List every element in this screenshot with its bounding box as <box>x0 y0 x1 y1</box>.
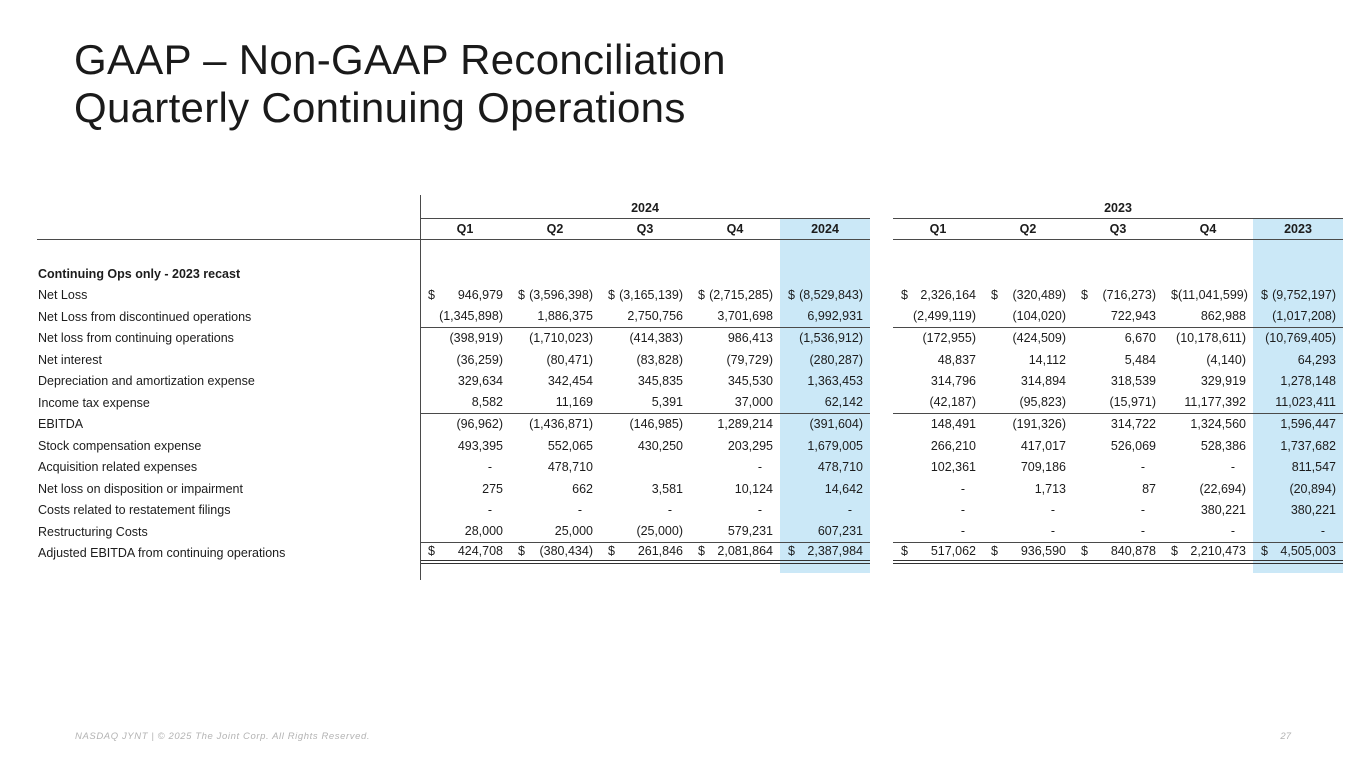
table-cell: (79,729) <box>726 352 773 367</box>
table-cell: (191,326) <box>1012 417 1066 432</box>
table-cell: 1,679,005 <box>807 438 863 453</box>
table-cell: 526,069 <box>1110 438 1156 453</box>
row-label: Net loss on disposition or impairment <box>38 481 243 496</box>
page-number: 27 <box>1280 731 1291 742</box>
currency-symbol: $ <box>991 544 998 559</box>
table-cell <box>1253 285 1343 307</box>
table-cell: 11,023,411 <box>1253 392 1343 414</box>
table-cell: - <box>577 503 582 518</box>
spacer-cell <box>893 240 983 263</box>
table-cell: 10,124 <box>734 481 773 496</box>
table-cell: 1,886,375 <box>510 306 600 328</box>
group-header-2024: 2024 <box>420 197 870 219</box>
table-cell: 709,186 <box>1020 460 1066 475</box>
table-cell: (10,769,405) <box>1265 331 1336 346</box>
group-row-label-spacer <box>37 197 420 219</box>
group-header-2023: 2023 <box>893 197 1343 219</box>
table-cell: 62,142 <box>780 392 870 414</box>
cell-value: 840,878 <box>1110 544 1156 559</box>
table-cell: 811,547 <box>1291 460 1336 475</box>
column-header-spacer <box>37 219 420 240</box>
table-cell: 6,670 <box>1124 331 1156 346</box>
table-cell <box>600 457 690 479</box>
table-cell: 11,169 <box>510 392 600 414</box>
section-cell <box>1253 263 1343 285</box>
section-cell <box>600 263 690 285</box>
table-cell: 1,737,682 <box>1280 438 1336 453</box>
table-cell: 14,642 <box>824 481 863 496</box>
table-cell: 3,581 <box>651 481 683 496</box>
table-cell: (96,962) <box>456 417 503 432</box>
currency-symbol: $ <box>1081 288 1088 303</box>
footer-copyright: NASDAQ JYNT | © 2025 The Joint Corp. All Rights Reserved. <box>75 731 371 742</box>
table-cell: 275 <box>482 481 503 496</box>
table-cell: 342,454 <box>547 374 593 389</box>
table-cell: - <box>487 460 492 475</box>
table-cell: 314,796 <box>930 374 976 389</box>
cell-value: (380,434) <box>539 544 593 559</box>
currency-symbol: $ <box>428 288 435 303</box>
table-cell: (1,345,898) <box>420 306 510 328</box>
table-cell: 1,363,453 <box>807 374 863 389</box>
column-header-2024-q2: Q2 <box>510 219 600 240</box>
bottom-spacer-cell <box>893 564 983 573</box>
currency-symbol: $ <box>901 288 908 303</box>
bottom-spacer-cell <box>1073 564 1163 573</box>
table-cell: (1,536,912) <box>799 331 863 346</box>
table-vertical-divider <box>420 195 421 580</box>
table-cell: (4,140) <box>1206 352 1246 367</box>
table-cell: - <box>983 521 1073 543</box>
table-cell: 528,386 <box>1200 438 1246 453</box>
table-cell: 579,231 <box>690 521 780 543</box>
cell-value: (320,489) <box>1012 288 1066 303</box>
table-cell: 14,112 <box>1028 352 1066 367</box>
table-cell: 102,361 <box>930 460 976 475</box>
table-cell: - <box>487 503 492 518</box>
table-cell: - <box>1050 503 1055 518</box>
cell-value: (3,596,398) <box>529 288 593 303</box>
table-cell: (172,955) <box>922 331 976 346</box>
table-cell: 552,065 <box>547 438 593 453</box>
cell-value: 946,979 <box>457 288 503 303</box>
table-cell: (398,919) <box>449 331 503 346</box>
spacer-cell <box>510 240 600 263</box>
table-cell: (414,383) <box>629 331 683 346</box>
row-gap <box>870 392 893 414</box>
table-cell: 329,634 <box>457 374 503 389</box>
table-cell: - <box>960 481 965 496</box>
table-cell: 6,992,931 <box>780 306 870 328</box>
table-cell <box>690 285 780 307</box>
row-label: Stock compensation expense <box>38 438 202 453</box>
section-cell <box>780 263 870 285</box>
bottom-spacer-cell <box>1163 564 1253 573</box>
table-cell: - <box>1253 521 1343 543</box>
table-cell: 148,491 <box>930 417 976 432</box>
row-label: Restructuring Costs <box>38 524 148 539</box>
table-cell: - <box>960 503 965 518</box>
table-cell: (1,436,871) <box>529 417 593 432</box>
currency-symbol: $ <box>788 544 795 559</box>
row-label: Net loss from continuing operations <box>38 331 234 346</box>
table-cell: (22,694) <box>1199 481 1246 496</box>
table-cell: 380,221 <box>1200 503 1246 518</box>
table-cell: - <box>667 503 672 518</box>
table-cell: 862,988 <box>1163 306 1253 328</box>
table-cell: 318,539 <box>1110 374 1156 389</box>
table-cell <box>1163 285 1253 307</box>
table-cell: (20,894) <box>1289 481 1336 496</box>
table-cell: 8,582 <box>420 392 510 414</box>
table-cell <box>780 285 870 307</box>
table-cell: 345,530 <box>727 374 773 389</box>
table-cell: (1,017,208) <box>1253 306 1343 328</box>
table-cell: 380,221 <box>1290 503 1336 518</box>
currency-symbol: $ <box>518 544 525 559</box>
table-cell: 64,293 <box>1297 352 1336 367</box>
table-cell <box>1163 543 1253 565</box>
table-cell: 430,250 <box>637 438 683 453</box>
row-gap <box>870 285 893 307</box>
table-cell: 203,295 <box>727 438 773 453</box>
cell-value: (11,041,599) <box>1177 288 1248 303</box>
currency-symbol: $ <box>518 288 525 303</box>
bottom-spacer-cell <box>510 564 600 573</box>
table-cell: 3,701,698 <box>690 306 780 328</box>
currency-symbol: $ <box>901 544 908 559</box>
section-cell <box>420 263 510 285</box>
row-gap <box>870 328 893 350</box>
row-label: Adjusted EBITDA from continuing operations <box>38 546 286 561</box>
cell-value: 424,708 <box>457 544 503 559</box>
column-header-2024-q4: Q4 <box>690 219 780 240</box>
table-cell: (36,259) <box>456 352 503 367</box>
row-gap <box>870 435 893 457</box>
table-cell: 478,710 <box>547 460 593 475</box>
table-cell: 266,210 <box>930 438 976 453</box>
spacer-cell <box>420 240 510 263</box>
table-cell: 25,000 <box>510 521 600 543</box>
row-gap <box>870 478 893 500</box>
table-cell: 5,484 <box>1124 352 1156 367</box>
spacer-cell <box>600 240 690 263</box>
table-cell: 607,231 <box>780 521 870 543</box>
table-cell: (10,178,611) <box>1176 331 1246 346</box>
table-cell: 48,837 <box>937 352 976 367</box>
bottom-spacer-cell <box>870 564 893 573</box>
cell-value: 261,846 <box>637 544 683 559</box>
section-cell <box>690 263 780 285</box>
cell-value: 2,387,984 <box>807 544 863 559</box>
table-cell: (2,499,119) <box>893 306 983 328</box>
column-header-2023-2023: 2023 <box>1253 219 1343 240</box>
column-header-2023-q3: Q3 <box>1073 219 1163 240</box>
title-line-2: Quarterly Continuing Operations <box>74 84 686 131</box>
cell-value: 936,590 <box>1020 544 1066 559</box>
table-cell: 314,894 <box>1020 374 1066 389</box>
row-gap <box>870 306 893 328</box>
spacer-cell <box>780 240 870 263</box>
table-cell: 1,596,447 <box>1280 417 1336 432</box>
row-gap <box>870 371 893 393</box>
table-cell: - <box>1163 521 1253 543</box>
table-cell <box>1073 543 1163 565</box>
row-gap <box>870 414 893 436</box>
currency-symbol: $ <box>608 544 615 559</box>
currency-symbol: $ <box>1261 544 1268 559</box>
section-cell <box>510 263 600 285</box>
table-cell: 329,919 <box>1200 374 1246 389</box>
table-cell <box>1073 285 1163 307</box>
table-cell <box>510 285 600 307</box>
bottom-spacer-cell <box>420 564 510 573</box>
table-cell: (25,000) <box>600 521 690 543</box>
column-header-2024-q3: Q3 <box>600 219 690 240</box>
column-header-2023-q1: Q1 <box>893 219 983 240</box>
section-cell <box>870 263 893 285</box>
table-cell: (95,823) <box>983 392 1073 414</box>
cell-value: 2,081,864 <box>717 544 773 559</box>
table-cell <box>600 285 690 307</box>
column-header-2024-2024: 2024 <box>780 219 870 240</box>
row-label: Income tax expense <box>38 395 150 410</box>
table-cell: 345,835 <box>637 374 683 389</box>
table-cell: - <box>1140 503 1145 518</box>
row-label: Net Loss from discontinued operations <box>38 309 252 324</box>
table-cell: (80,471) <box>546 352 593 367</box>
section-cell <box>983 263 1073 285</box>
table-cell: - <box>757 503 762 518</box>
row-gap <box>870 521 893 543</box>
column-header-2024-q1: Q1 <box>420 219 510 240</box>
row-gap <box>870 543 893 565</box>
table-cell <box>600 543 690 565</box>
currency-symbol: $ <box>608 288 615 303</box>
bottom-spacer-cell <box>690 564 780 573</box>
spacer-cell <box>37 240 420 263</box>
currency-symbol: $ <box>698 288 705 303</box>
currency-symbol: $ <box>428 544 435 559</box>
group-gap <box>870 197 893 219</box>
table-cell: - <box>847 503 852 518</box>
currency-symbol: $ <box>698 544 705 559</box>
table-cell <box>893 543 983 565</box>
spacer-cell <box>983 240 1073 263</box>
spacer-cell <box>1163 240 1253 263</box>
table-cell: - <box>1230 460 1235 475</box>
section-label: Continuing Ops only - 2023 recast <box>38 266 241 281</box>
row-gap <box>870 457 893 479</box>
table-cell <box>420 285 510 307</box>
cell-value: 4,505,003 <box>1280 544 1336 559</box>
table-cell: 478,710 <box>817 460 863 475</box>
table-cell: 314,722 <box>1110 417 1156 432</box>
table-cell: 1,278,148 <box>1280 374 1336 389</box>
section-cell <box>893 263 983 285</box>
table-cell: 722,943 <box>1073 306 1163 328</box>
bottom-spacer-cell <box>983 564 1073 573</box>
cell-value: (3,165,139) <box>619 288 683 303</box>
currency-symbol: $ <box>1171 288 1178 303</box>
section-cell <box>1163 263 1253 285</box>
cell-value: (716,273) <box>1102 288 1156 303</box>
title-line-1: GAAP – Non-GAAP Reconciliation <box>74 36 726 83</box>
table-cell: (1,710,023) <box>529 331 593 346</box>
cell-value: (2,715,285) <box>709 288 773 303</box>
table-cell <box>893 285 983 307</box>
table-cell <box>780 543 870 565</box>
table-cell <box>983 285 1073 307</box>
table-cell: 1,289,214 <box>717 417 773 432</box>
spacer-cell <box>1073 240 1163 263</box>
row-label: EBITDA <box>38 417 84 432</box>
cell-value: (9,752,197) <box>1272 288 1336 303</box>
bottom-spacer-cell <box>1253 564 1343 573</box>
cell-value: 2,210,473 <box>1190 544 1246 559</box>
reconciliation-table <box>37 197 1343 573</box>
table-cell: - <box>1140 460 1145 475</box>
bottom-spacer-cell <box>37 564 420 573</box>
currency-symbol: $ <box>1261 288 1268 303</box>
table-cell: - <box>1073 521 1163 543</box>
table-cell: 417,017 <box>1020 438 1066 453</box>
bottom-spacer-cell <box>600 564 690 573</box>
column-header-2023-q4: Q4 <box>1163 219 1253 240</box>
table-cell: 1,713 <box>1034 481 1066 496</box>
table-cell: (424,509) <box>1012 331 1066 346</box>
page-title <box>74 36 726 132</box>
cell-value: 2,326,164 <box>920 288 976 303</box>
column-header-2023-q2: Q2 <box>983 219 1073 240</box>
spacer-cell <box>1253 240 1343 263</box>
table-cell: 87 <box>1142 481 1156 496</box>
table-cell: (146,985) <box>629 417 683 432</box>
currency-symbol: $ <box>991 288 998 303</box>
cell-value: (8,529,843) <box>799 288 863 303</box>
table-grid <box>37 197 1343 573</box>
row-label: Acquisition related expenses <box>38 460 198 475</box>
table-cell: (15,971) <box>1073 392 1163 414</box>
spacer-cell <box>690 240 780 263</box>
currency-symbol: $ <box>1171 544 1178 559</box>
table-cell <box>690 543 780 565</box>
table-cell: (391,604) <box>809 417 863 432</box>
table-cell: (42,187) <box>893 392 983 414</box>
table-cell: 986,413 <box>727 331 773 346</box>
table-cell: (83,828) <box>636 352 683 367</box>
table-cell: - <box>893 521 983 543</box>
row-gap <box>870 500 893 522</box>
table-cell: (104,020) <box>983 306 1073 328</box>
row-gap <box>870 349 893 371</box>
row-label: Net interest <box>38 352 102 367</box>
table-cell: 2,750,756 <box>600 306 690 328</box>
table-cell <box>420 543 510 565</box>
table-cell: 662 <box>572 481 593 496</box>
section-cell <box>1073 263 1163 285</box>
table-cell: 37,000 <box>690 392 780 414</box>
table-cell: (280,287) <box>809 352 863 367</box>
row-label: Costs related to restatement filings <box>38 503 231 518</box>
spacer-cell <box>870 240 893 263</box>
currency-symbol: $ <box>1081 544 1088 559</box>
table-cell: 493,395 <box>457 438 503 453</box>
bottom-spacer-cell <box>780 564 870 573</box>
table-cell <box>983 543 1073 565</box>
currency-symbol: $ <box>788 288 795 303</box>
table-cell: - <box>757 460 762 475</box>
table-cell <box>510 543 600 565</box>
column-header-gap <box>870 219 893 240</box>
row-label: Net Loss <box>38 288 88 303</box>
table-cell: 1,324,560 <box>1190 417 1246 432</box>
table-cell <box>1253 543 1343 565</box>
cell-value: 517,062 <box>930 544 976 559</box>
row-label: Depreciation and amortization expense <box>38 374 255 389</box>
table-cell: 11,177,392 <box>1163 392 1253 414</box>
table-cell: 5,391 <box>600 392 690 414</box>
table-cell: 28,000 <box>420 521 510 543</box>
